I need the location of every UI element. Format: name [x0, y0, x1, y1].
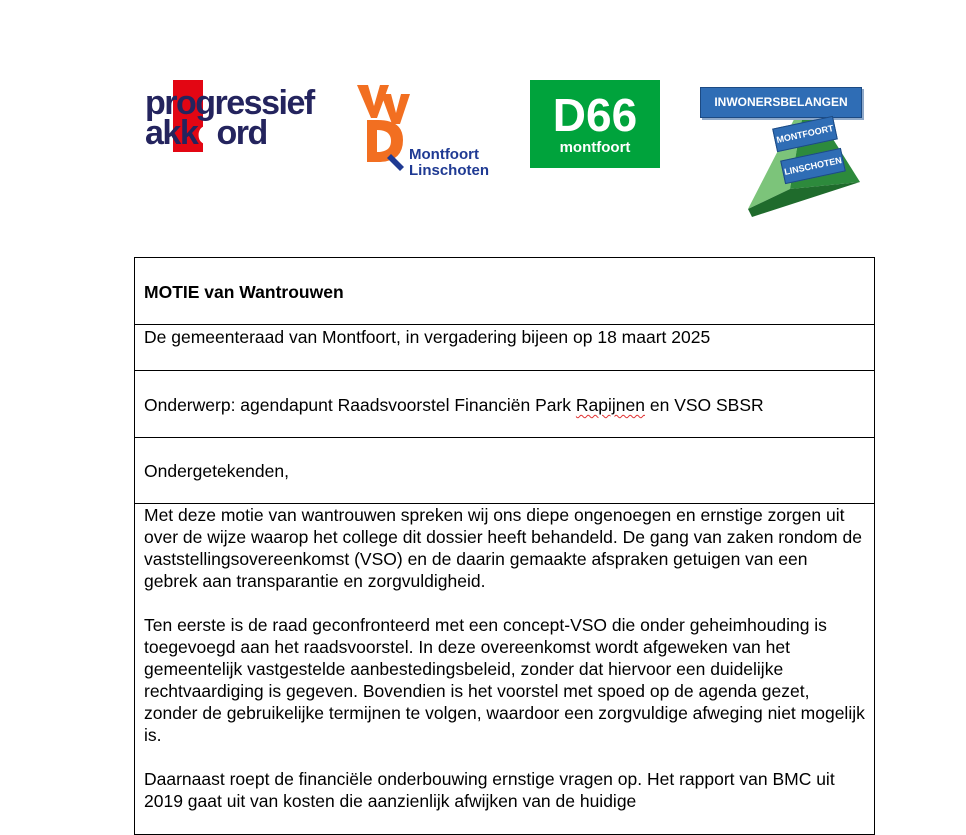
d66-logo — [530, 80, 660, 168]
inwonersbelangen-tag-montfoort: MONTFOORT — [772, 116, 838, 152]
body-paragraph: Ten eerste is de raad geconfronteerd met een concept-VSO die onder geheimhouding is toegevoegd aan het raadsvoorstel. In deze overeenkomst wordt afgeweken van het gemeentelijk vastgestelde aanbestedingsbeleid, zonder dat hiervoor een duidelijke rechtvaardiging is gegeven. Bovendien is het voorstel met spoed op de agenda gezet, zonder de gebruikelijke termijnen te volgen, waardoor een zorgvuldige afweging niet mogelijk is. — [144, 615, 865, 745]
inwonersbelangen-tag-linschoten: LINSCHOTEN — [780, 148, 846, 184]
vvd-logo-line1: Montfoort — [409, 146, 479, 163]
progressief-akkoord-part-a: akk — [145, 114, 198, 152]
motion-title: MOTIE van Wantrouwen — [144, 282, 344, 302]
d66-logo-subtitle: montfoort — [559, 139, 631, 156]
progressief-akkoord-logo — [145, 80, 325, 155]
vvd-letters-mark — [355, 82, 415, 177]
spelling-flagged-word: Rapijnen — [575, 395, 645, 415]
inwonersbelangen-logo — [698, 84, 868, 218]
motion-meeting-cell — [135, 325, 875, 371]
motion-body-row — [135, 504, 875, 835]
logo-header — [0, 0, 966, 230]
motion-title-cell — [135, 258, 875, 325]
progressief-akkoord-line2 — [145, 116, 267, 150]
d66-logo-title: D66 — [552, 89, 638, 141]
motion-signatories-row — [135, 438, 875, 504]
motion-signatories: Ondergetekenden, — [144, 461, 289, 481]
motion-signatories-cell — [135, 438, 875, 504]
subject-text-before: Onderwerp: agendapunt Raadsvoorstel Financiën Park — [144, 395, 576, 415]
motion-subject — [144, 371, 865, 416]
motion-meeting-row — [135, 325, 875, 371]
progressief-akkoord-part-c: ord — [216, 114, 267, 152]
motion-subject-row — [135, 371, 875, 438]
inwonersbelangen-banner: INWONERSBELANGEN — [700, 87, 862, 118]
subject-text-after: en VSO SBSR — [645, 395, 764, 415]
progressief-akkoord-part-b: o — [197, 114, 217, 152]
progressief-akkoord-line1: progressief — [145, 84, 314, 122]
vvd-logo-line2: Linschoten — [409, 162, 490, 179]
motion-meeting-text: De gemeenteraad van Montfoort, in vergadering bijeen op 18 maart 2025 — [144, 327, 711, 347]
motion-body-cell — [135, 504, 875, 835]
body-paragraph: Daarnaast roept de financiële onderbouwing ernstige vragen op. Het rapport van BMC uit 2019 gaat uit van kosten die aanzienlijk afwijken van de huidige — [144, 769, 835, 811]
motion-table — [134, 257, 875, 835]
body-paragraph: Met deze motie van wantrouwen spreken wij ons diepe ongenoegen en ernstige zorgen uit over de wijze waarop het college dit dossier heeft behandeld. De gang van zaken rondom de vaststellingsovereenkomst (VSO) en de daarin gemaakte afspraken getuigen van een gebrek aan transparantie en zorgvuldigheid. — [144, 505, 862, 591]
vvd-logo — [355, 82, 500, 182]
motion-subject-cell — [135, 371, 875, 438]
motion-title-row — [135, 258, 875, 325]
